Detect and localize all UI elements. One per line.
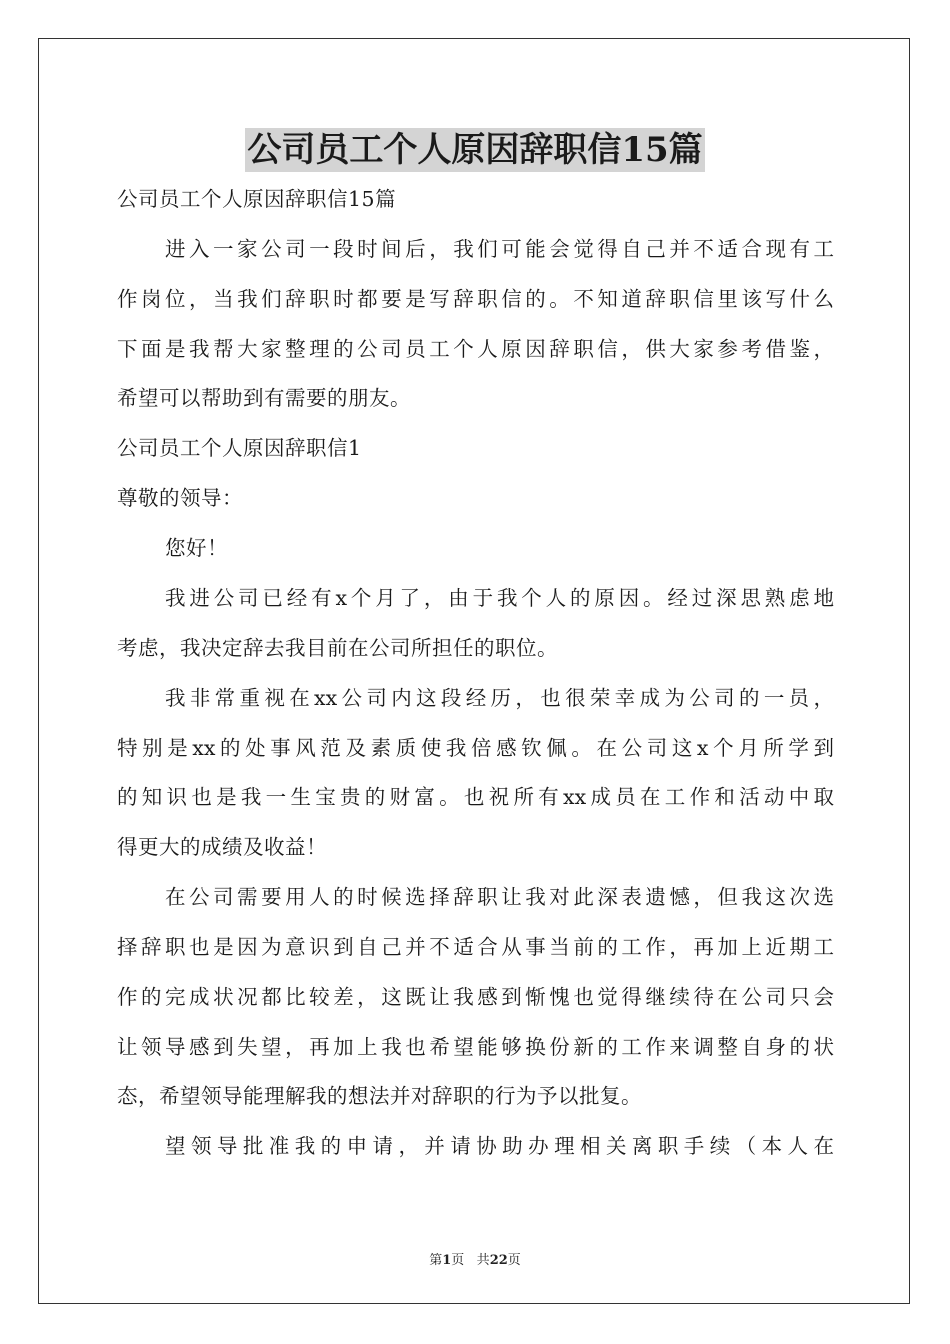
body-line: 进入一家公司一段时间后，我们可能会觉得自己并不适合现有工 — [165, 237, 834, 261]
body-line: 作的完成状况都比较差，这既让我感到惭愧也觉得继续待在公司只会 — [117, 985, 834, 1009]
body-line: 得更大的成绩及收益！ — [117, 835, 327, 859]
document-title — [0, 128, 950, 172]
body-line: 望领导批准我的申请，并请协助办理相关离职手续（本人在 — [165, 1134, 834, 1158]
body-line: 考虑，我决定辞去我目前在公司所担任的职位。 — [117, 636, 558, 660]
footer-total-suffix: 页 — [507, 1253, 521, 1268]
footer-total-pages: 22 — [489, 1253, 508, 1268]
body-line: 我非常重视在xx公司内这段经历，也很荣幸成为公司的一员， — [165, 686, 834, 710]
body-line: 我进公司已经有x个月了，由于我个人的原因。经过深思熟虑地 — [165, 586, 834, 610]
body-line: 态，希望领导能理解我的想法并对辞职的行为予以批复。 — [117, 1084, 642, 1108]
section-heading: 公司员工个人原因辞职信1 — [117, 436, 362, 460]
salutation: 尊敬的领导： — [117, 486, 243, 510]
footer-page-word: 页 — [451, 1253, 465, 1268]
body-line: 特别是xx的处事风范及素质使我倍感钦佩。在公司这x个月所学到 — [117, 736, 834, 760]
document-title-text: 公司员工个人原因辞职信15篇 — [247, 130, 703, 170]
page-border — [38, 38, 910, 1304]
footer-current-page: 1 — [442, 1253, 452, 1268]
footer-prefix: 第 — [429, 1253, 443, 1268]
body-line: 下面是我帮大家整理的公司员工个人原因辞职信，供大家参考借鉴， — [117, 337, 834, 361]
body-line: 公司员工个人原因辞职信15篇 — [117, 187, 397, 211]
greeting: 您好！ — [165, 536, 228, 560]
body-line: 让领导感到失望，再加上我也希望能够换份新的工作来调整自身的状 — [117, 1035, 834, 1059]
body-line: 在公司需要用人的时候选择辞职让我对此深表遗憾，但我这次选 — [165, 885, 834, 909]
body-line: 的知识也是我一生宝贵的财富。也祝所有xx成员在工作和活动中取 — [117, 785, 834, 809]
body-line: 希望可以帮助到有需要的朋友。 — [117, 386, 411, 410]
page-footer — [0, 1249, 950, 1268]
body-line: 作岗位，当我们辞职时都要是写辞职信的。不知道辞职信里该写什么 — [117, 287, 834, 311]
footer-total-prefix: 共 — [476, 1253, 490, 1268]
body-line: 择辞职也是因为意识到自己并不适合从事当前的工作，再加上近期工 — [117, 935, 834, 959]
